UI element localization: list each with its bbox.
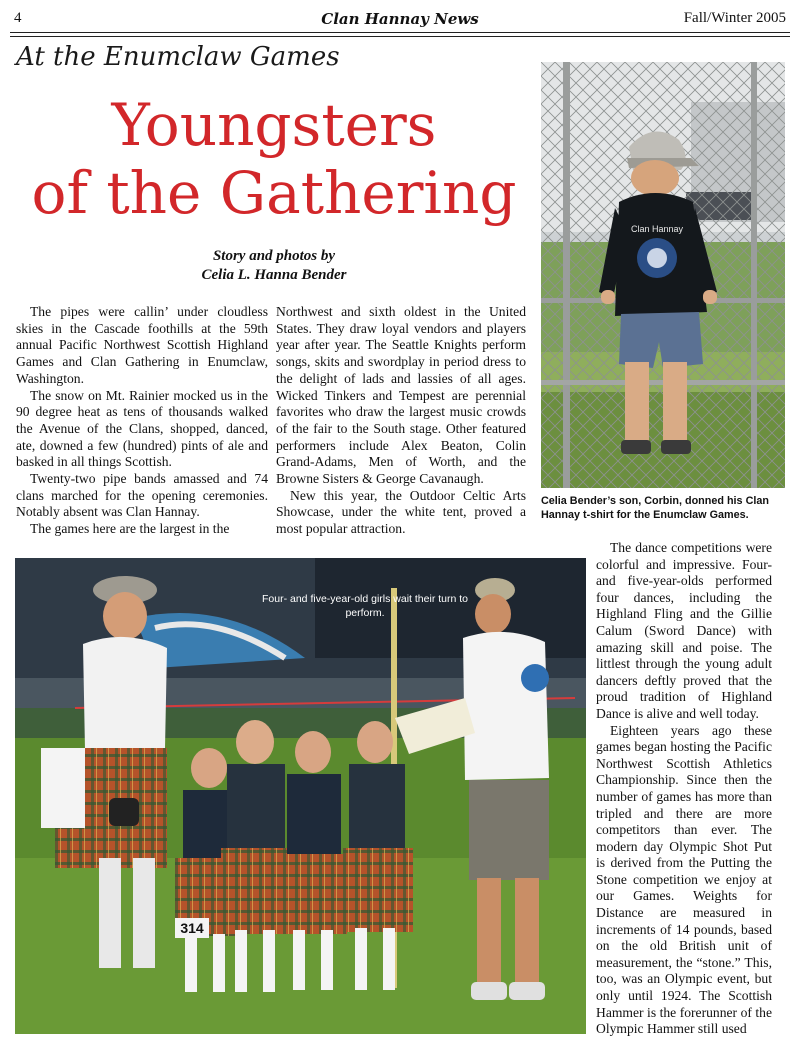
paragraph: New this year, the Outdoor Celtic Arts Showcase, under the white tent, proved a most popular attraction. <box>276 487 526 537</box>
byline-author: Celia L. Hanna Bender <box>201 267 347 283</box>
paragraph: The games here are the largest in the <box>30 521 230 537</box>
header-rule-top <box>10 32 790 33</box>
paragraph: Eighteen years ago these games began hosting the Pacific Northwest Scottish Athletics Championship. Since then the number of games has more than tripled and there are more competitors than ever. The modern day Olympic Shot Put is derived from the Putting the Stone competition we enjoy at our Games. Weights for Distance are measured in increments of 14 pounds, based on the old British unit of measurement, the “stone.” This, too, was an Olympic event, but only until 1924. The Scottish Hammer is the forerunner of the Olympic Hammer still used <box>596 722 772 1037</box>
article-column-left <box>16 304 268 538</box>
paragraph-continued: Northwest and sixth oldest in the United States. They draw loyal vendors and players year after year. The Seattle Knights perform songs, skits and swordplay in period dress to the delight of lads and lassies of all ages. Wicked Tinkers and Tempest are perennial favorites who draw the largest music crowds of the fair to the South stage. Other featured performers include Alex Beaton, Colin Grand-Adams, Men of Worth, and the Browne Sisters & George Cavanaugh. <box>276 304 526 487</box>
section-kicker: At the Enumclaw Games <box>16 42 340 72</box>
article-column-middle <box>276 304 526 538</box>
headline-line-1: Youngsters <box>111 91 437 159</box>
paragraph: The pipes were callin’ under cloudless skies in the Cascade foothills at the 59th annual Pacific Northwest Scottish Highland Games and Clan Gathering in Enumclaw, Washington. <box>16 304 268 386</box>
photo-caption-girls: Four- and five-year-old girls wait their turn to perform. <box>262 593 468 619</box>
bib-number: 314 <box>180 920 204 936</box>
paragraph: The snow on Mt. Rainier mocked us in the 90 degree heat as tens of thousands walked the Avenue of the Clans, shopped, danced, ate, downed a few (hundred) pints of ale and basked in all things Scottish. <box>16 387 268 470</box>
header-rule-bottom <box>10 36 790 37</box>
photo-dancers-waiting <box>15 558 586 1034</box>
paragraph: The dance competitions were colorful and impressive. Four- and five-year-olds performed four dances, including the Highland Fling and the Gillie Calum (Sword Dance) with amazing skill and poise. The littlest through the young adult dancers deftly proved that the proud tradition of Highland Dance is alive and well today. <box>596 540 772 721</box>
headline-line-2: of the Gathering <box>31 159 517 227</box>
article-column-right <box>596 540 772 1038</box>
photo-corbin-at-fence <box>541 62 785 488</box>
byline-credit: Story and photos by <box>212 248 336 264</box>
masthead: Clan Hannay News <box>321 10 479 28</box>
photo-caption-corbin: Celia Bender’s son, Corbin, donned his Clan Hannay t-shirt for the Enumclaw Games. <box>541 495 769 521</box>
paragraph: Twenty-two pipe bands amassed and 74 clans marched for the opening ceremonies. Notably absent was Clan Hannay. <box>16 471 268 520</box>
page-number: 4 <box>14 10 22 26</box>
issue-date: Fall/Winter 2005 <box>683 10 786 26</box>
shirt-text: Clan Hannay <box>630 224 684 234</box>
